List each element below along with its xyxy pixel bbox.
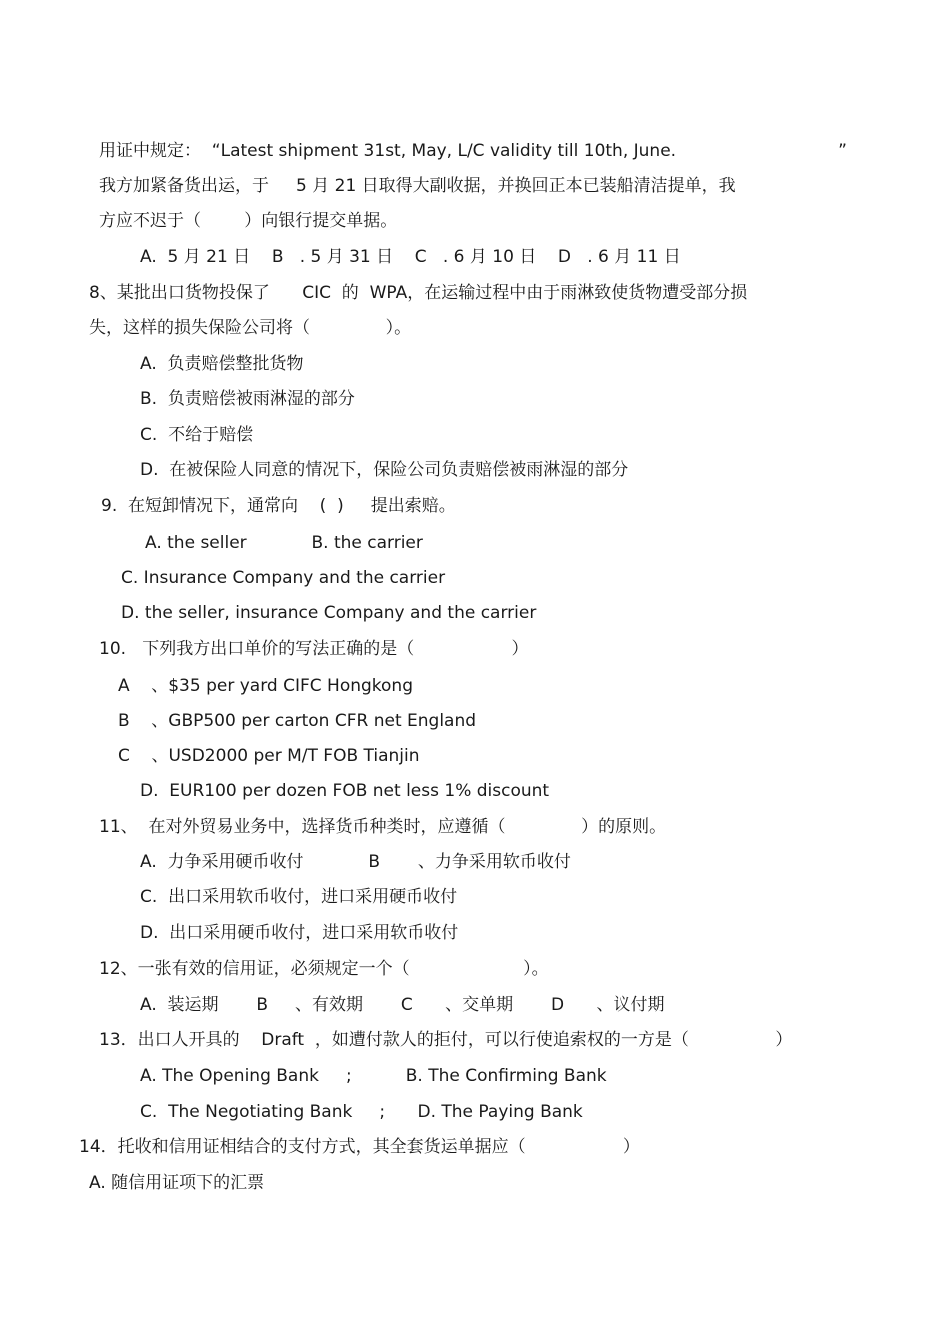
option-line: A. the seller B. the carrier	[145, 533, 423, 553]
question-10: 10. 下列我方出口单价的写法正确的是（ ）	[99, 639, 529, 659]
option-line: A. 负责赔偿整批货物	[140, 354, 304, 374]
question-11: 11、 在对外贸易业务中，选择货币种类时，应遵循（ ）的原则。	[99, 817, 667, 837]
text-line: 失，这样的损失保险公司将（ ）。	[89, 318, 412, 338]
option-line: C. Insurance Company and the carrier	[121, 568, 446, 588]
question-14: 14．托收和信用证相结合的支付方式，其全套货运单据应（ ）	[79, 1137, 640, 1157]
text-line: 我方加紧备货出运，于 5 月 21 日取得大副收据，并换回正本已装船清洁提单，我	[99, 176, 736, 196]
option-line: D. 在被保险人同意的情况下，保险公司负责赔偿被雨淋湿的部分	[140, 460, 629, 480]
option-line: A. 5 月 21 日 B . 5 月 31 日 C . 6 月 10 日 D . 6 月 11 日	[140, 247, 681, 267]
option-line: A. 随信用证项下的汇票	[89, 1173, 265, 1193]
option-line: B 、GBP500 per carton CFR net England	[118, 711, 477, 731]
option-line: B. 负责赔偿被雨淋湿的部分	[140, 389, 355, 409]
option-line: A 、$35 per yard CIFC Hongkong	[118, 676, 413, 696]
option-line: C. The Negotiating Bank ; D. The Paying Bank	[140, 1102, 583, 1122]
option-line: D. the seller, insurance Company and the carrier	[121, 603, 537, 623]
text-line: 用证中规定： “Latest shipment 31st, May, L/C validity till 10th, June. ”	[99, 141, 847, 161]
option-line: A. 力争采用硬币收付 B 、力争采用软币收付	[140, 852, 571, 872]
text-line: 方应不迟于（ ）向银行提交单据。	[99, 211, 398, 231]
question-13: 13．出口人开具的 Draft ，如遭付款人的拒付，可以行使追索权的一方是（ ）	[99, 1030, 793, 1050]
option-line: A. The Opening Bank ; B. The Confirming Bank	[140, 1066, 607, 1086]
option-line: D. EUR100 per dozen FOB net less 1% discount	[140, 781, 550, 801]
question-9: 9. 在短卸情况下，通常向 ( ) 提出索赔。	[101, 496, 456, 516]
option-line: A. 装运期 B 、有效期 C 、交单期 D 、议付期	[140, 995, 665, 1015]
option-line: D. 出口采用硬币收付，进口采用软币收付	[140, 923, 459, 943]
option-line: C. 不给于赔偿	[140, 425, 254, 445]
option-line: C. 出口采用软币收付，进口采用硬币收付	[140, 887, 458, 907]
option-line: C 、USD2000 per M/T FOB Tianjin	[118, 746, 420, 766]
question-12: 12、一张有效的信用证，必须规定一个（ ）。	[99, 959, 549, 979]
question-8: 8、某批出口货物投保了 CIC 的 WPA，在运输过程中由于雨淋致使货物遭受部分损	[89, 283, 748, 303]
